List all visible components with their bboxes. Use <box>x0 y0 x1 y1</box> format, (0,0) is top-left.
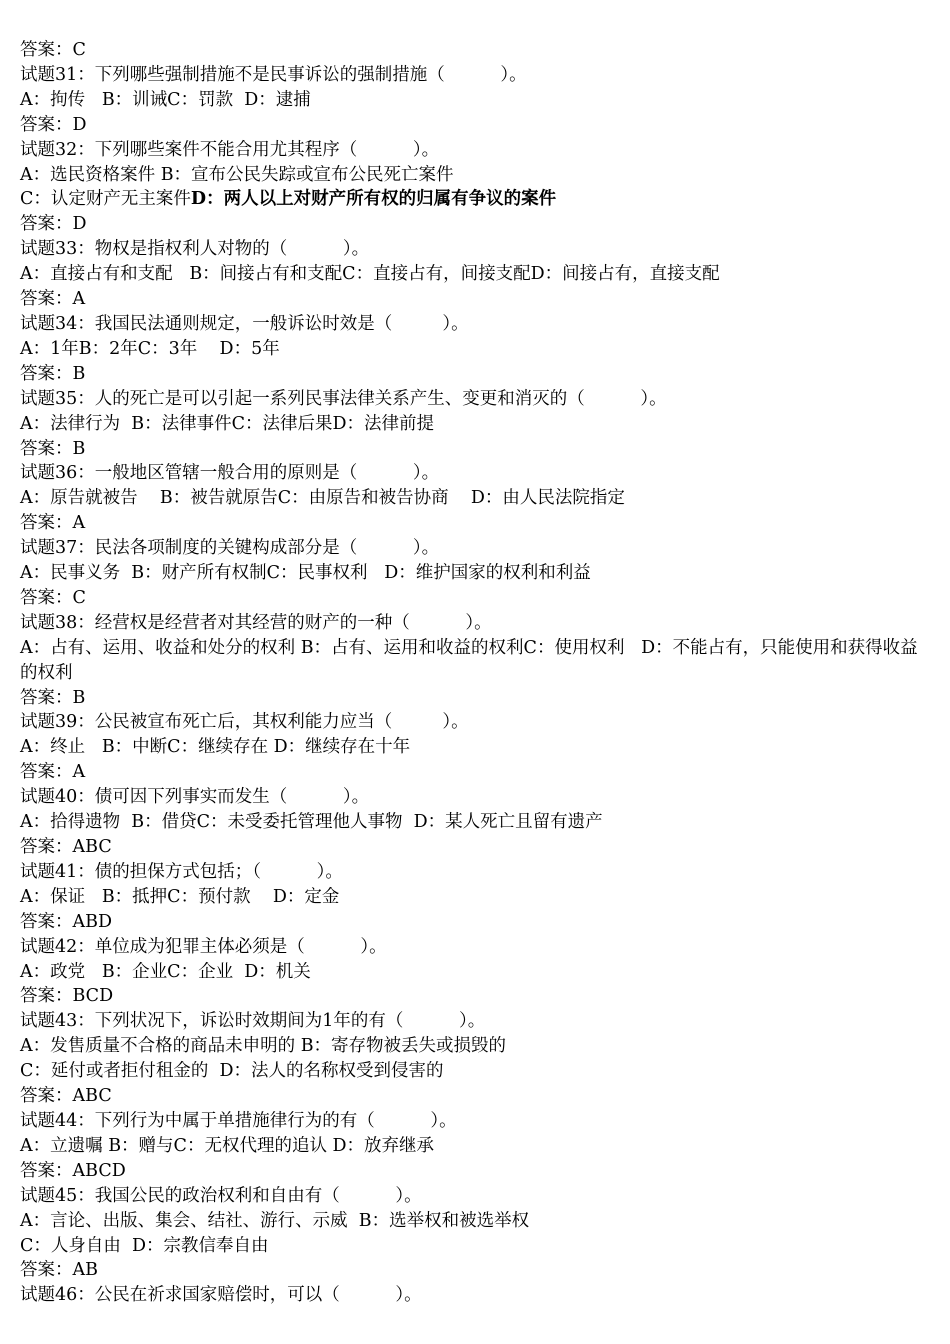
line-text: A：立遗嘱 B：赠与C：无权代理的追认 D：放弃继承 <box>20 1135 435 1156</box>
line-text: 答案：D <box>20 114 87 135</box>
question-line <box>20 237 920 262</box>
line-text: 试题39：公民被宣布死亡后，其权利能力应当（ ）。 <box>20 712 469 733</box>
answer-line <box>20 1159 920 1184</box>
question-line <box>20 1184 920 1209</box>
options-line <box>20 412 920 437</box>
line-text: A：保证 B：抵押C：预付款 D：定金 <box>20 886 340 907</box>
line-text: 试题40：债可因下列事实而发生（ ）。 <box>20 787 370 808</box>
line-text: 试题36：一般地区管辖一般合用的原则是（ ）。 <box>20 463 440 484</box>
question-line <box>20 312 920 337</box>
answer-line <box>20 511 920 536</box>
line-text: 答案：D <box>20 214 87 235</box>
line-text: A：发售质量不合格的商品未申明的 B：寄存物被丢失或损毁的 <box>20 1036 507 1057</box>
answer-line <box>20 362 920 387</box>
line-text: C：延付或者拒付租金的 D：法人的名称权受到侵害的 <box>20 1061 444 1082</box>
line-text: A：占有、运用、收益和处分的权利 B：占有、运用和收益的权利C：使用权利 D：不能占有，只能使用和获得收益的权利 <box>20 637 918 683</box>
options-line <box>20 810 920 835</box>
line-text: 试题35：人的死亡是可以引起一系列民事法律关系产生、变更和消灭的（ ）。 <box>20 388 667 409</box>
line-text: 试题34：我国民法通则规定，一般诉讼时效是（ ）。 <box>20 313 469 334</box>
line-text: 答案：B <box>20 438 86 459</box>
options-line <box>20 88 920 113</box>
line-text: 答案：BCD <box>20 986 114 1007</box>
answer-line <box>20 910 920 935</box>
answer-line <box>20 38 920 63</box>
answer-line <box>20 686 920 711</box>
question-line <box>20 536 920 561</box>
line-text: A：直接占有和支配 B：间接占有和支配C：直接占有，间接支配D：间接占有，直接支配 <box>20 264 720 285</box>
question-line <box>20 138 920 163</box>
line-text: A：拘传 B：训诫C：罚款 D：逮捕 <box>20 89 311 110</box>
question-line <box>20 860 920 885</box>
options-line <box>20 636 920 686</box>
line-text: 答案：ABC <box>20 837 112 857</box>
options-line <box>20 885 920 910</box>
line-text: A：终止 B：中断C：继续存在 D：继续存在十年 <box>20 737 411 758</box>
line-text: 答案：C <box>20 587 86 608</box>
answer-line <box>20 212 920 237</box>
options-line <box>20 187 920 212</box>
line-text: 试题45：我国公民的政治权利和自由有（ ）。 <box>20 1185 422 1206</box>
question-line <box>20 63 920 88</box>
bold-option-text: D：两人以上对财产所有权的归属有争议的案件 <box>190 189 557 210</box>
options-line <box>20 735 920 760</box>
options-line <box>20 1209 920 1234</box>
answer-line <box>20 835 920 860</box>
options-line <box>20 486 920 511</box>
line-text: A：言论、出版、集会、结社、游行、示威 B：选举权和被选举权 <box>20 1210 530 1231</box>
question-line <box>20 935 920 960</box>
options-line <box>20 1134 920 1159</box>
line-text: 答案：C <box>20 40 86 60</box>
line-text: 答案：A <box>20 289 86 310</box>
line-text: 答案：B <box>20 687 86 708</box>
line-text: 试题37：民法各项制度的关键构成部分是（ ）。 <box>20 538 440 559</box>
answer-line <box>20 437 920 462</box>
line-text: A：民事义务 B：财产所有权制C：民事权利 D：维护国家的权利和利益 <box>20 563 591 584</box>
line-text: 答案：ABD <box>20 911 113 932</box>
options-line <box>20 1059 920 1084</box>
line-text: 试题46：公民在祈求国家赔偿时，可以（ ）。 <box>20 1285 422 1306</box>
options-line <box>20 1034 920 1059</box>
answer-line <box>20 586 920 611</box>
question-line <box>20 1109 920 1134</box>
document-page <box>20 38 920 1308</box>
line-text: 试题41：债的担保方式包括；（ ）。 <box>20 861 343 882</box>
options-line <box>20 1234 920 1259</box>
answer-line <box>20 287 920 312</box>
line-text: C：认定财产无主案件 <box>20 189 191 210</box>
line-text: A：1年B：2年C：3年 D：5年 <box>20 338 280 359</box>
answer-line <box>20 1084 920 1109</box>
line-text: 答案：A <box>20 762 86 783</box>
line-text: A：选民资格案件 B：宣布公民失踪或宣布公民死亡案件 <box>20 164 454 185</box>
question-line <box>20 461 920 486</box>
line-text: 试题33：物权是指权利人对物的（ ）。 <box>20 239 370 260</box>
options-line <box>20 337 920 362</box>
answer-line <box>20 1258 920 1283</box>
question-line <box>20 710 920 735</box>
line-text: 试题43：下列状况下，诉讼时效期间为1年的有（ ）。 <box>20 1011 486 1032</box>
line-text: 答案：AB <box>20 1260 98 1281</box>
line-text: 答案：ABC <box>20 1086 112 1107</box>
line-text: 试题38：经营权是经营者对其经营的财产的一种（ ）。 <box>20 612 492 633</box>
options-line <box>20 163 920 188</box>
line-text: C：人身自由 D：宗教信奉自由 <box>20 1235 269 1256</box>
answer-line <box>20 760 920 785</box>
line-text: A：法律行为 B：法律事件C：法律后果D：法律前提 <box>20 413 435 434</box>
question-line <box>20 387 920 412</box>
line-text: A：政党 B：企业C：企业 D：机关 <box>20 961 311 982</box>
line-text: 答案：ABCD <box>20 1160 126 1181</box>
line-text: A：拾得遗物 B：借贷C：未受委托管理他人事物 D：某人死亡且留有遗产 <box>20 812 603 833</box>
question-line <box>20 611 920 636</box>
line-text: 试题44：下列行为中属于单措施律行为的有（ ）。 <box>20 1110 457 1131</box>
line-text: 答案：B <box>20 363 86 384</box>
question-line <box>20 1009 920 1034</box>
line-text: A：原告就被告 B：被告就原告C：由原告和被告协商 D：由人民法院指定 <box>20 488 625 509</box>
line-text: 试题42：单位成为犯罪主体必须是（ ）。 <box>20 936 387 957</box>
options-line <box>20 960 920 985</box>
line-text: 试题31：下列哪些强制措施不是民事诉讼的强制措施（ ）。 <box>20 64 527 85</box>
line-text: 答案：A <box>20 513 86 534</box>
options-line <box>20 561 920 586</box>
line-text: 试题32：下列哪些案件不能合用尤其程序（ ）。 <box>20 139 440 160</box>
answer-line <box>20 984 920 1009</box>
answer-line <box>20 113 920 138</box>
question-line <box>20 785 920 810</box>
options-line <box>20 262 920 287</box>
question-line <box>20 1283 920 1308</box>
